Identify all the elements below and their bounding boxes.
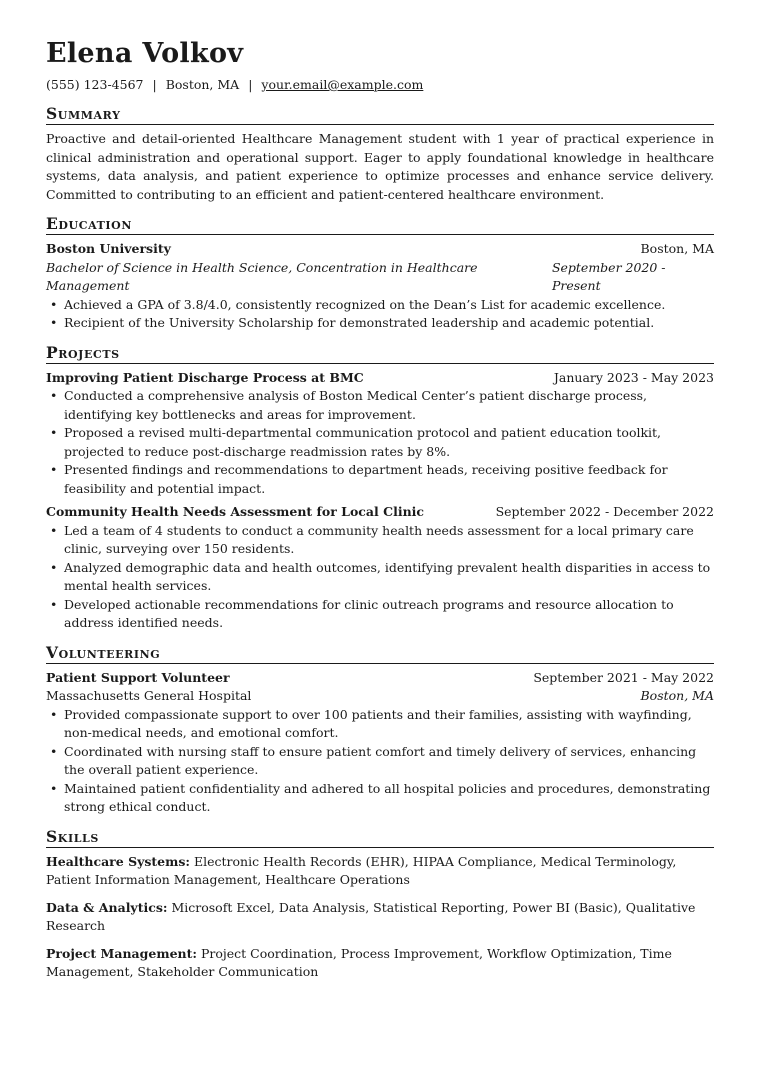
resume-header bbox=[46, 38, 714, 93]
section-title-education: Education bbox=[46, 214, 714, 235]
section-title-volunteering: Volunteering bbox=[46, 643, 714, 664]
skill-label: Project Management: bbox=[46, 945, 198, 961]
skill-value: Microsoft Excel, Data Analysis, Statistical Reporting, Power BI (Basic), Qualitative Research bbox=[46, 899, 696, 933]
skill-value: Electronic Health Records (EHR), HIPAA Compliance, Medical Terminology, Patient Information Management, Healthcare Operations bbox=[46, 853, 677, 887]
phone-number: (555) 123-4567 bbox=[46, 77, 144, 92]
education-section bbox=[46, 214, 714, 333]
skill-line-project-management bbox=[46, 945, 714, 982]
list-item: • Conducted a comprehensive analysis of Boston Medical Center’s patient discharge process, identifying key bottlenecks and areas for improvement. bbox=[64, 387, 714, 424]
list-item: • Maintained patient confidentiality and adhered to all hospital policies and procedures, demonstrating strong ethical conduct. bbox=[64, 780, 714, 817]
skill-value: Project Coordination, Process Improvement, Workflow Optimization, Time Management, Stakeholder Communication bbox=[46, 945, 672, 979]
skill-label: Healthcare Systems: bbox=[46, 853, 191, 869]
volunteer-dates: September 2021 - May 2022 bbox=[533, 669, 714, 685]
institution-location: Boston, MA bbox=[640, 241, 714, 256]
degree-name: Bachelor of Science in Health Science, Concentration in Healthcare Management bbox=[46, 259, 478, 293]
projects-section bbox=[46, 343, 714, 633]
education-degree-row bbox=[46, 259, 714, 296]
list-item: • Presented findings and recommendations to department heads, receiving positive feedback for feasibility and potential impact. bbox=[64, 461, 714, 498]
location-text: Boston, MA bbox=[165, 77, 240, 92]
project-header-row bbox=[46, 369, 714, 388]
section-title-projects: Projects bbox=[46, 343, 714, 364]
section-title-skills: Skills bbox=[46, 827, 714, 848]
email-link[interactable]: your.email@example.com bbox=[261, 77, 424, 92]
volunteer-role: Patient Support Volunteer bbox=[46, 669, 230, 685]
list-item: • Provided compassionate support to over 100 patients and their families, assisting with wayfinding, non-medical needs, and emotional comfort. bbox=[64, 706, 714, 743]
volunteering-bullets bbox=[46, 706, 714, 817]
education-dates: September 2020 - Present bbox=[551, 259, 666, 293]
summary-text: Proactive and detail-oriented Healthcare Management student with 1 year of practical experience in clinical administration and operational support. Eager to apply foundational knowledge in healthcare systems, data analysis, and patient experience to optimize processes and enhance service delivery. Committed to contributing to an efficient and patient-centered healthcare environment. bbox=[46, 131, 714, 202]
contact-line bbox=[46, 77, 714, 93]
list-item: • Led a team of 4 students to conduct a community health needs assessment for a local primary care clinic, surveying over 150 residents. bbox=[64, 522, 714, 559]
education-header-row bbox=[46, 240, 714, 259]
list-item: • Developed actionable recommendations for clinic outreach programs and resource allocation to address identified needs. bbox=[64, 596, 714, 633]
project-name: Community Health Needs Assessment for Local Clinic bbox=[46, 504, 425, 519]
list-item: • Proposed a revised multi-departmental communication protocol and patient education toolkit, projected to reduce post-discharge readmission rates by 8%. bbox=[64, 424, 714, 461]
volunteering-org-row bbox=[46, 687, 714, 706]
project-dates: January 2023 - May 2023 bbox=[553, 369, 714, 385]
summary-section bbox=[46, 104, 714, 204]
project-dates: September 2022 - December 2022 bbox=[495, 504, 714, 519]
candidate-name: Elena Volkov bbox=[46, 38, 244, 69]
institution-name: Boston University bbox=[46, 241, 171, 256]
project-name: Improving Patient Discharge Process at BMC bbox=[46, 369, 364, 385]
list-item: • Recipient of the University Scholarship for demonstrated leadership and academic potential. bbox=[64, 314, 714, 333]
volunteering-section bbox=[46, 643, 714, 817]
contact-separator: | bbox=[248, 77, 253, 92]
project-bullets bbox=[46, 387, 714, 498]
skill-label: Data & Analytics: bbox=[46, 899, 168, 915]
list-item: • Achieved a GPA of 3.8/4.0, consistently recognized on the Dean’s List for academic excellence. bbox=[64, 296, 714, 315]
section-title-summary: Summary bbox=[46, 104, 714, 125]
contact-separator: | bbox=[152, 77, 157, 92]
volunteer-organization: Massachusetts General Hospital bbox=[46, 688, 252, 703]
volunteering-entry bbox=[46, 669, 714, 817]
volunteering-header-row bbox=[46, 669, 714, 688]
project-header-row bbox=[46, 503, 714, 522]
list-item: • Coordinated with nursing staff to ensure patient comfort and timely delivery of services, enhancing the overall patient experience. bbox=[64, 743, 714, 780]
education-bullets bbox=[46, 296, 714, 333]
skill-line-data-analytics bbox=[46, 899, 714, 936]
project-entry bbox=[46, 503, 714, 633]
volunteer-location: Boston, MA bbox=[640, 688, 714, 703]
project-bullets bbox=[46, 522, 714, 633]
skills-section bbox=[46, 827, 714, 982]
list-item: • Analyzed demographic data and health outcomes, identifying prevalent health disparities in access to mental health services. bbox=[64, 559, 714, 596]
project-entry bbox=[46, 369, 714, 499]
education-entry bbox=[46, 240, 714, 333]
skill-line-healthcare-systems bbox=[46, 853, 714, 890]
